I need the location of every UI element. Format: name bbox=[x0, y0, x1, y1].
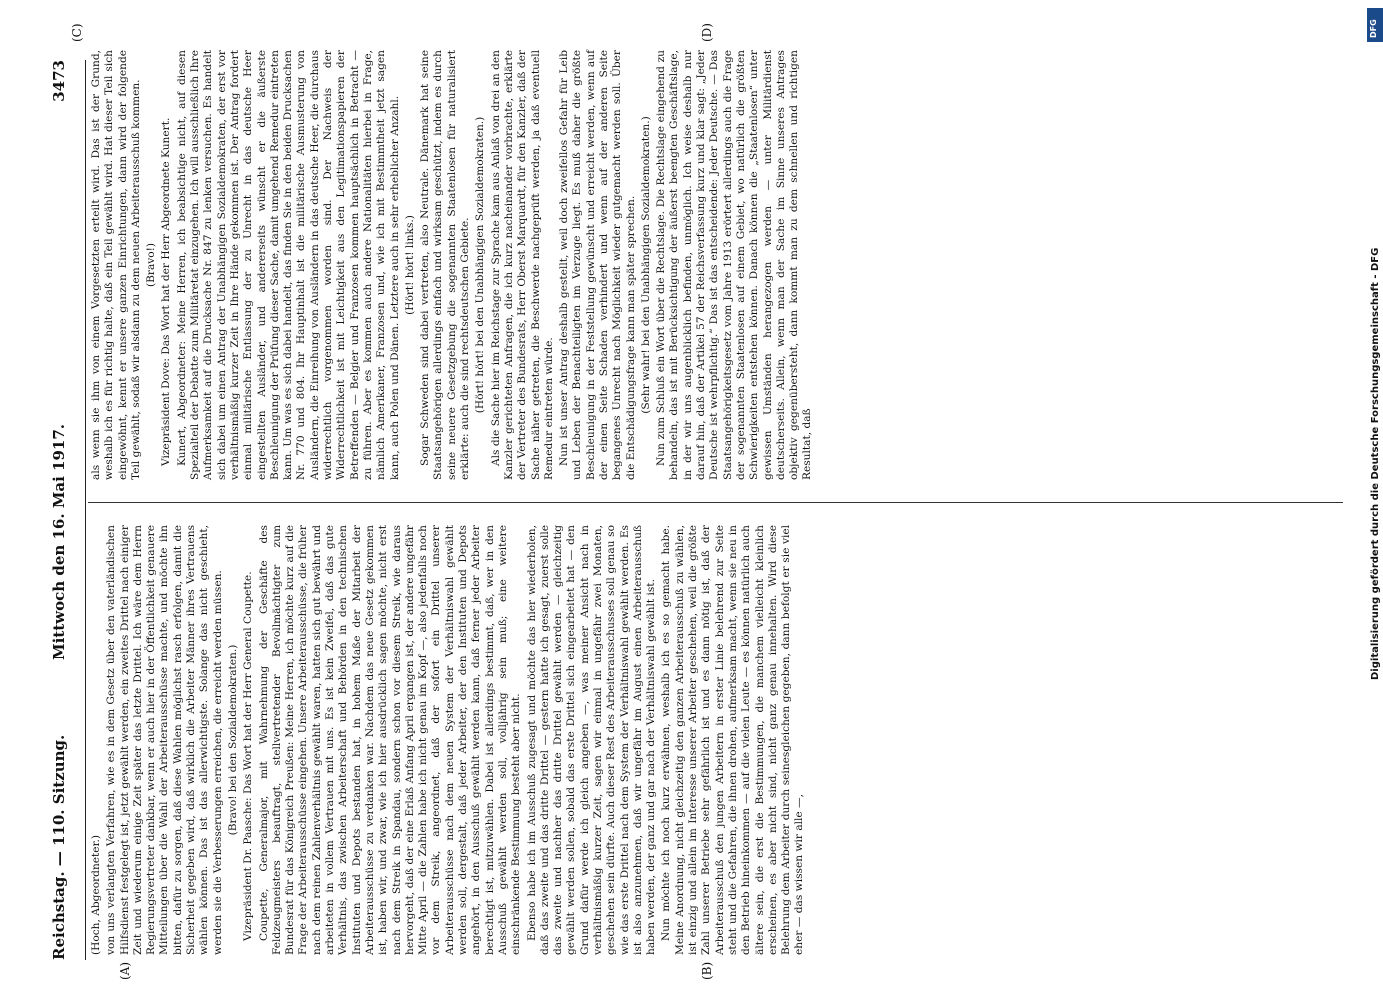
dfg-logo: DFG bbox=[1367, 8, 1383, 42]
digitization-credit-text: Digitalisierung gefördert durch die Deutsche Forschungsgemeinschaft - DFG bbox=[1370, 247, 1381, 680]
right-column bbox=[90, 50, 817, 480]
header-rule bbox=[85, 60, 86, 960]
paragraph: Coupette, Generalmajor, mit Wahrnehmung der Geschäfte des Feldzeugmeisters beauftragt, stellvertretender Bevollmächtigter zum Bundesrat für das Königreich Preußen: Meine Herren, ich möchte kurz auf die Frage der Arbeiterausschüsse eingehen. Unsere Arbeiterausschüsse, die früher nach dem reinen Zahlenverhältnis gewählt waren, hatten sich gut bewährt und arbeiteten in vollem Vertrauen mit uns. Es ist kein Zweifel, daß das gute Verhältnis, das zwischen Arbeiterschaft und Behörden in den technischen Instituten und Depots bestanden hat, in hohem Maße der Mitarbeit der Arbeiterausschüsse zu verdanken war. Nachdem das neue Gesetz gekommen ist, haben wir, und zwar, wie ich hier ausdrücklich sagen möchte, nicht erst nach dem Streik in Spandau, sondern schon vor diesem Streik, wie daraus hervorgeht, daß der eine Erlaß Anfang April ergangen ist, der andere ungefähr Mitte April — die Zahlen habe ich nicht genau im Kopf —, also jedenfalls noch vor dem Streik, angeordnet, daß der sofort ein Drittel unserer Arbeiterausschüsse nach dem neuen System der Verhältniswahl gewählt werden soll, dergestalt, daß jeder Arbeiter, der den Instituten und Depots angehört, in den Ausschuß gewählt werden kann, daß ferner jeder Arbeiter berechtigt ist, mitzuwählen. Dabei ist allerdings bestimmt, daß, wer in den Ausschuß gewählt werden soll, volljährig sein muß; eine weitere einschränkende Bestimmung besteht aber nicht. bbox=[257, 525, 523, 955]
interjection: (Hört! hört! bei den Unabhängigen Sozialdemokraten.) bbox=[474, 116, 487, 414]
paragraph: Nun ist unser Antrag deshalb gestellt, weil doch zweifellos Gefahr für Leib und Leben der Benachteiligten im Verzuge liegt. Es muß daher die größte Beschleunigung in der Feststellung gewünscht und erreicht werden, wenn auf der einen Seite Schaden verhindert und wenn auf der anderen Seite begangenes Unrecht nach Möglichkeit wieder gutgemacht werden soll. Über die Entschädigungsfrage kann man später sprechen. bbox=[558, 50, 637, 480]
paragraph: Vizepräsident Dove: Das Wort hat der Herr Abgeordnete Kunert. bbox=[160, 117, 173, 466]
paragraph: Als die Sache hier im Reichstage zur Sprache kam aus Anlaß von drei an den Kanzler gerichteten Anfragen, die ich kurz nacheinander vorbrachte, erklärte der Vertreter des Bundesrats, Herr Oberst Marquardt, für den Kanzler, daß der Sache näher getreten, die Beschwerde nachgeprüft werden, ja daß eventuell Remedur eintreten würde. bbox=[489, 50, 555, 480]
paragraph: als wenn sie ihm von einem Vorgesetzten erteilt wird. Das ist der Grund, weshalb ich es für richtig halte, daß ein Teil gewählt wird. Hat dieser Teil sich eingewöhnt, kennt er unsere ganzen Einrichtungen, dann wird der folgende Teil gewählt, sodaß wir alsdann zu dem neuen Arbeiterausschuß kommen. bbox=[90, 50, 142, 480]
paragraph: Vizepräsident Dr. Paasche: Das Wort hat der Herr General Coupette. bbox=[242, 571, 255, 941]
paragraph: Nun möchte ich noch kurz erwähnen, weshalb ich es so gemacht habe. Meine Anordnung, nicht gleichzeitig den ganzen Arbeiterausschuß zu wählen, ist einzig und allein im Interesse unserer Arbeiter geschehen, weil die größte Zahl unserer Betriebe sehr gefährlich ist und es dann nötig ist, daß der Arbeiterausschuß den jungen Arbeitern in erster Linie belehrend zur Seite steht und die Gefahren, die ihnen drohen, aufmerksam macht, wenn sie neu in den Betrieb hineinkommen — auf die vielen Leute — es können natürlich auch ältere sein, die erst die Bestimmungen, die manchem vielleicht kleinlich erscheinen, es aber nicht sind, nicht ganz genau innehalten. Wird diese Belehrung dem Arbeiter durch seinesgleichen gegeben, dann befolgt er sie viel eher — das wissen wir alle —, bbox=[660, 525, 806, 955]
margin-mark-b: (B) bbox=[700, 961, 714, 980]
paragraph: von uns verlangten Verfahren, wie es in dem Gesetz über den vaterländischen Hilfsdienst festgelegt ist, jetzt gewählt werden, ein zweites Drittel nach einiger Zeit und wiederum einige Zeit später das letzte Drittel. Ich wäre dem Herrn Regierungsvertreter dankbar, wenn er auch hier in der Öffentlichkeit genauere Mitteilungen über die Wahl der Arbeiterausschüsse machte, und möchte ihn bitten, dafür zu sorgen, daß diese Wahlen möglichst rasch erfolgen, damit die Sicherheit gegeben wird, daß wirklich die Arbeiter Männer ihres Vertrauens wählen können. Das ist das allerwichtigste. Solange das nicht geschieht, werden sie die Verbesserungen erreichen, die erreicht werden müssen. bbox=[105, 525, 224, 955]
left-column bbox=[90, 525, 809, 955]
header-session: Reichstag. — 110. Sitzung. bbox=[50, 734, 68, 960]
page-number: 3473 bbox=[50, 60, 68, 102]
paragraph: Nun zum Schluß ein Wort über die Rechtslage. Die Rechtslage eingehend zu behandeln, das ist mit Berücksichtigung der äußerst beengten Geschäftslage, in der wir uns augenblicklich befinden, unmöglich. Ich weise deshalb nur darauf hin, daß der Artikel 57 der Reichsverfassung kurz und klar sagt: „Jeder Deutsche ist wehrpflichtig.“ Das ist das entscheidende: Jeder Deutsche. — Das Staatsangehörigkeitsgesetz vom Jahre 1913 erörtert allerdings auch die Frage der sogenannten Staatenlosen auf einem Gebiet, wo natürlich die größten Schwierigkeiten entstehen können. Danach können die „Staatenlosen“ unter gewissen Umständen herangezogen werden — unter Militärdienst deutscherseits. Allein, wenn man der Sache im Sinne unseres Antrages objektiv gegenübersteht, dann kommt man zu dem schnellen und richtigen Resultat, daß bbox=[655, 50, 814, 480]
paragraph: Ebenso habe ich im Ausschuß zugesagt und möchte das hier wiederholen, daß das zweite und das dritte Drittel — gestern hatte ich gesagt, zuerst solle das zweite und nachher das dritte Drittel gewählt werden — gleichzeitig gewählt werden sollen, sobald das erste Drittel sich eingearbeitet hat — den Grund dafür werde ich gleich angeben —, was meiner Ansicht nach in verhältnismäßig kurzer Zeit, sagen wir einmal in ungefähr zwei Monaten, geschehen sein dürfte. Auch dieser Rest des Arbeiterausschusses soll genau so wie das erste Drittel nach dem System der Verhältniswahl gewählt werden. Es ist also anzunehmen, daß wir ungefähr im August einen Arbeiterausschuß haben werden, der ganz und gar nach der Verhältniswahl gewählt ist. bbox=[525, 525, 658, 955]
header-date: Mittwoch den 16. Mai 1917. bbox=[50, 423, 68, 660]
interjection: (Sehr wahr! bei den Unabhängigen Sozialdemokraten.) bbox=[639, 116, 652, 414]
speaker-continuation: (Hoch, Abgeordneter.) bbox=[90, 835, 102, 955]
interjection: (Bravo! bei den Sozialdemokraten.) bbox=[226, 644, 239, 836]
interjection: (Hört! hört! links.) bbox=[403, 215, 416, 315]
column-divider bbox=[88, 502, 1343, 503]
margin-mark-a: (A) bbox=[118, 961, 132, 980]
interjection: (Bravo!) bbox=[145, 242, 158, 288]
digitization-credit bbox=[1368, 80, 1382, 680]
paragraph: Kunert, Abgeordneter: Meine Herren, ich beabsichtige nicht, auf diesen Spezialteil der Debatte zum Militäretat einzugehen. Ich will ausschließlich Ihre Aufmerksamkeit auf die Drucksache Nr. 847 zu lenken versuchen. Es handelt sich dabei um einen Antrag der Unabhängigen Sozialdemokraten, der erst vor verhältnismäßig kurzer Zeit in Ihre Hände gekommen ist. Der Antrag fordert einmal militärische Entlassung der zu Unrecht in das deutsche Heer eingestellten Ausländer, und andererseits wünscht er die äußerste Beschleunigung der Prüfung dieser Sache, damit umgehend Remedur eintreten kann. Um was es sich dabei handelt, das finden Sie in den beiden Drucksachen Nr. 770 und 804. Ihr Hauptinhalt ist die militärische Ausmusterung von Ausländern, die Einreihung von Ausländern in das deutsche Heer, die durchaus widerrechtlich vorgenommen worden sind. Der Nachweis der Widerrechtlichkeit ist mit Leichtigkeit aus den Legitimationspapieren der Betreffenden — Belgier und Franzosen kommen hauptsächlich in Betracht — zu führen. Aber es kommen auch andere Nationalitäten hierbei in Frage, nämlich Amerikaner, Franzosen und, wie ich mit Bestimmtheit jetzt sagen kann, auch Polen und Dänen. Letztere auch in sehr erheblicher Anzahl. bbox=[175, 50, 401, 480]
paragraph: Sogar Schweden sind dabei vertreten, also Neutrale. Dänemark hat seine Staatsangehörigen allerdings einfach und wirksam geschützt, indem es durch seine neuere Gesetzgebung die sogenannten Staatenlosen für naturalisiert erklärte: auch die sind rechtsdeutschen Gebiete. bbox=[419, 50, 472, 480]
page-header bbox=[38, 60, 78, 960]
margin-mark-c: (C) bbox=[70, 23, 84, 42]
margin-mark-d: (D) bbox=[700, 23, 714, 42]
